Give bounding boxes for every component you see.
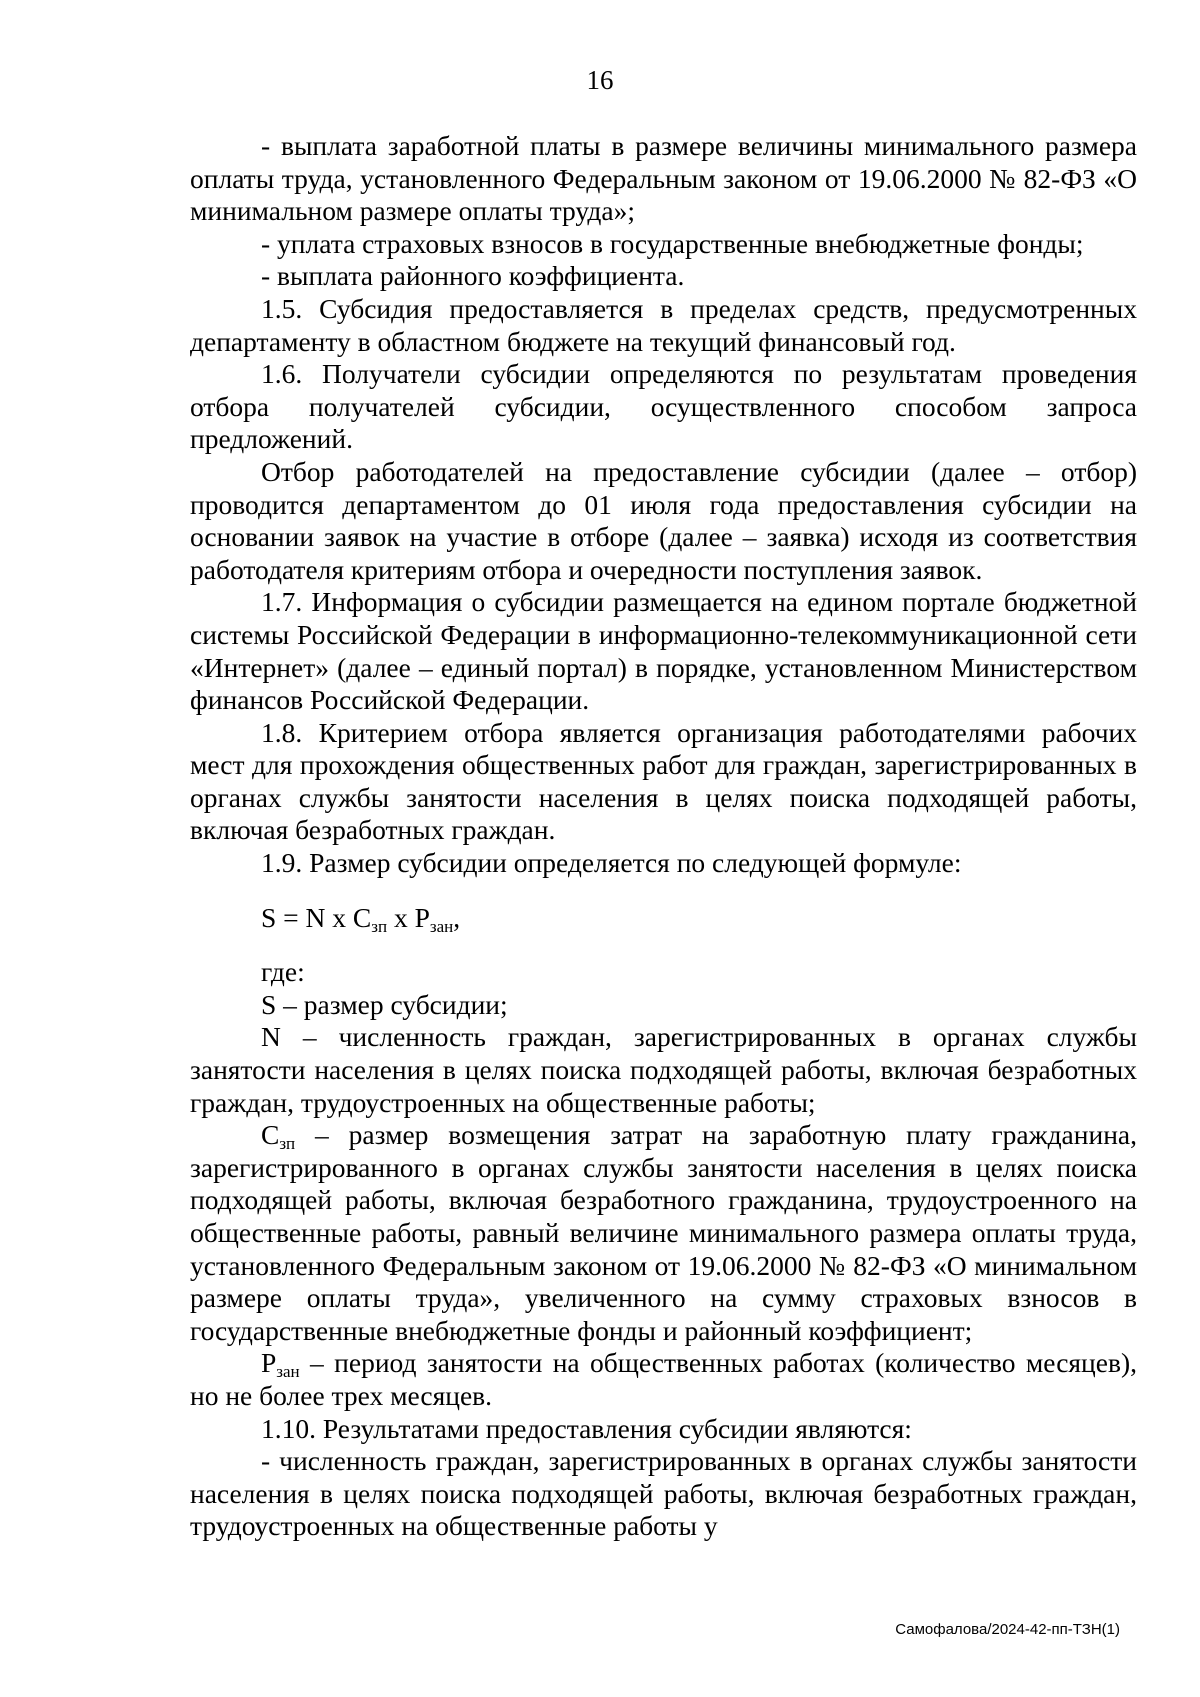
symbol-p: Р [261, 1347, 277, 1379]
paragraph-regional-coefficient: - выплата районного коэффициента. [261, 260, 685, 292]
paragraph-def-n: N – численность граждан, зарегистрированных в органах службы занятости населения в целях поиска подходящей работы, включая безработных граждан, трудоустроенных на общественные работы; [190, 1021, 1137, 1118]
paragraph-insurance-contributions: - уплата страховых взносов в государственные внебюджетные фонды; [261, 227, 1084, 259]
symbol-c-sub: зп [279, 1134, 296, 1154]
formula-mid: x P [387, 901, 430, 933]
document-reference: Самофалова/2024-42-пп-ТЗН(1) [895, 1621, 1120, 1638]
paragraph-1-10: 1.10. Результатами предоставления субсидии являются: [261, 1412, 912, 1444]
formula-lhs: S = N x C [261, 901, 372, 933]
paragraph-selection: Отбор работодателей на предоставление субсидии (далее – отбор) проводится департаментом до 01 июля года предоставления субсидии на основании заявок на участие в отборе (далее – заявка) исходя из соответствия работодателя критериям отбора и очередности поступления заявок. [190, 455, 1137, 585]
page-number: 16 [586, 65, 614, 95]
paragraph-1-8: 1.8. Критерием отбора является организация работодателями рабочих мест для прохождения общественных работ для граждан, зарегистрированных в органах службы занятости населения в целях поиска подходящей работы, включая безработных граждан. [190, 716, 1137, 846]
paragraph-def-p [190, 1347, 1137, 1412]
paragraph-1-6: 1.6. Получатели субсидии определяются по результатам проведения отбора получателей субсидии, осуществленного способом запроса предложений. [190, 358, 1137, 455]
symbol-c: С [261, 1119, 280, 1151]
paragraph-where: где: [261, 956, 305, 988]
paragraph-def-c [190, 1119, 1137, 1347]
paragraph-wage-payment: - выплата заработной платы в размере величины минимального размера оплаты труда, установленного Федеральным законом от 19.06.2000 № 82-ФЗ «О минимальном размере оплаты труда»; [190, 130, 1137, 227]
formula-sub-zp: зп [371, 916, 388, 936]
symbol-p-sub: зан [276, 1362, 300, 1382]
def-c-text: – размер возмещения затрат на заработную плату гражданина, зарегистрированного в органах службы занятости населения в целях поиска подходящей работы, включая безработного гражданина, трудоустроенного на общественные работы, равный величине минимального размера оплаты труда, установленного Федеральным законом от 19.06.2000 № 82-ФЗ «О минимальном размере оплаты труда», увеличенного на сумму страховых взносов в государственные внебюджетные фонды и районный коэффициент; [190, 1119, 1137, 1346]
paragraph-1-9: 1.9. Размер субсидии определяется по следующей формуле: [261, 847, 962, 879]
paragraph-results: - численность граждан, зарегистрированных в органах службы занятости населения в целях поиска подходящей работы, включая безработных граждан, трудоустроенных на общественные работы у [190, 1445, 1137, 1542]
subsidy-formula [190, 902, 1137, 935]
formula-sub-zan: зан [429, 916, 454, 936]
def-p-text: – период занятости на общественных работах (количество месяцев), но не более трех месяцев. [190, 1347, 1137, 1411]
paragraph-def-s: S – размер субсидии; [261, 988, 508, 1020]
document-body [190, 130, 1137, 1543]
paragraph-1-7: 1.7. Информация о субсидии размещается на едином портале бюджетной системы Российской Федерации в информационно-телекоммуникационной сети «Интернет» (далее – единый портал) в порядке, установленном Министерством финансов Российской Федерации. [190, 586, 1137, 716]
paragraph-1-5: 1.5. Субсидия предоставляется в пределах средств, предусмотренных департаменту в областном бюджете на текущий финансовый год. [190, 292, 1137, 357]
formula-end: , [453, 901, 461, 933]
